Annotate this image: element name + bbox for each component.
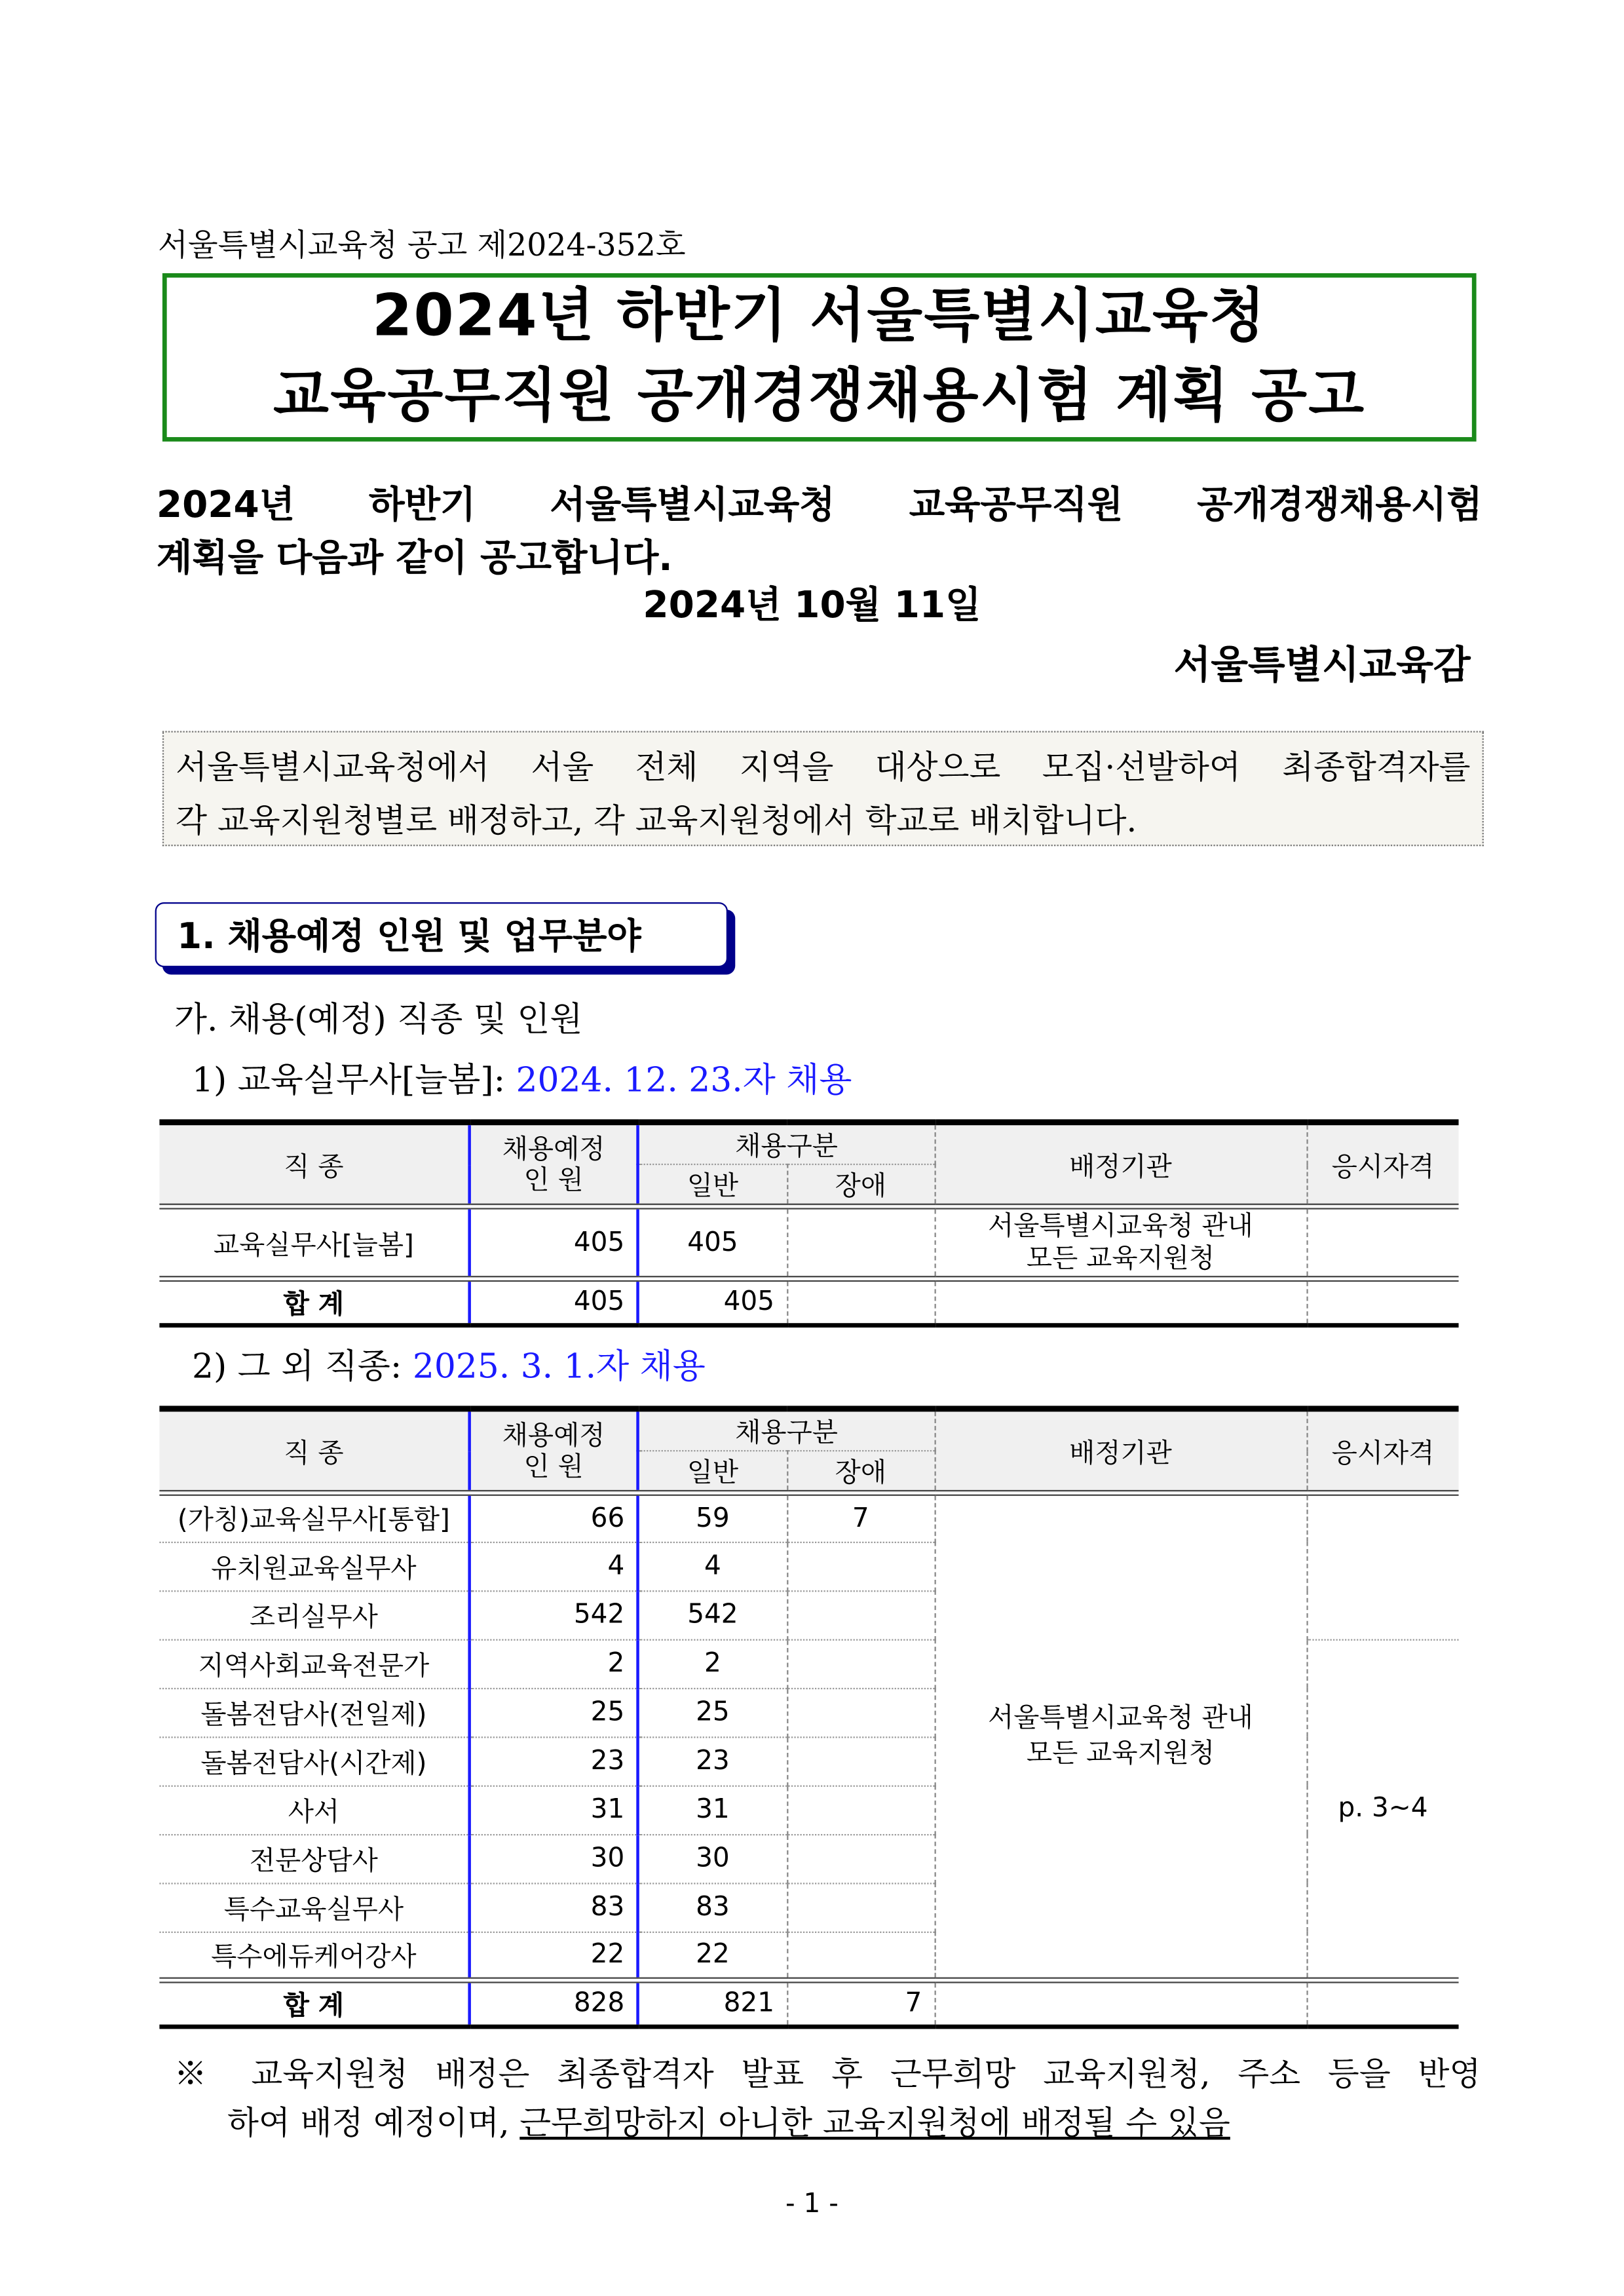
planned-cell: 31 [470, 1786, 638, 1834]
subsection-2 [192, 1339, 706, 1388]
sub1-date: 2024. 12. 23.자 채용 [516, 1062, 852, 1100]
general-cell: 2 [638, 1639, 787, 1687]
sub2-label: 2) 그 외 직종: [191, 1348, 413, 1387]
planned-cell: 4 [470, 1542, 638, 1590]
general-cell: 31 [638, 1786, 787, 1834]
page-number: - 1 - [785, 2188, 839, 2220]
table-row [159, 1493, 1458, 1541]
job-cell: 특수교육실무사 [159, 1883, 469, 1931]
planned-cell: 23 [470, 1736, 638, 1785]
general-cell: 59 [638, 1493, 787, 1541]
sub1-label: 1) 교육실무사[늘봄]: [191, 1062, 516, 1100]
hdr-qual: 응시자격 [1306, 1409, 1458, 1493]
job-cell: (가칭)교육실무사[통합] [159, 1493, 469, 1541]
hdr-category: 채용구분 [638, 1409, 935, 1451]
planned-cell: 30 [470, 1834, 638, 1883]
subsection-ga: 가. 채용(예정) 직종 및 인원 [174, 1001, 583, 1040]
qual-cell: p. 3~4 [1306, 1639, 1458, 1980]
subsection-1 [192, 1053, 852, 1101]
hdr-disabled: 장애 [787, 1164, 934, 1206]
title-box [162, 273, 1477, 442]
disabled-cell: 7 [787, 1493, 934, 1541]
disabled-cell [787, 1786, 934, 1834]
disabled-cell [787, 1590, 934, 1639]
job-cell: 조리실무사 [159, 1590, 469, 1639]
general-cell: 4 [638, 1542, 787, 1590]
job-cell: 지역사회교육전문가 [159, 1639, 469, 1687]
signer: 서울특별시교육감 [1173, 643, 1471, 689]
sub2-date: 2025. 3. 1.자 채용 [412, 1348, 706, 1387]
hdr-job: 직 종 [159, 1122, 469, 1206]
planned-cell: 66 [470, 1493, 638, 1541]
announcement-number: 서울특별시교육청 공고 제2024-352호 [158, 227, 686, 263]
disabled-cell [787, 1834, 934, 1883]
note: ※ 교육지원청 배정은 최종합격자 발표 후 근무희망 교육지원청, 주소 등을 반영 하여 배정 예정이며, 근무희망하지 아니한 교육지원청에 배정될 수 있음 [174, 2057, 1481, 2143]
disabled-cell [787, 1542, 934, 1590]
disabled-cell [787, 1932, 934, 1980]
qual-cell-empty [1306, 1493, 1458, 1639]
hdr-general: 일반 [638, 1451, 787, 1493]
announcement-date: 2024년 10월 11일 [643, 583, 981, 626]
lead-line-1: 2024년 하반기 서울특별시교육청 교육공무직원 공개경쟁채용시험 [156, 482, 1482, 526]
general-cell: 22 [638, 1932, 787, 1980]
job-cell: 특수에듀케어강사 [159, 1932, 469, 1980]
agency-cell: 서울특별시교육청 관내 모든 교육지원청 [935, 1206, 1307, 1278]
hdr-job: 직 종 [159, 1409, 469, 1493]
title-line-1: 2024년 하반기 서울특별시교육청 [372, 283, 1267, 351]
job-cell: 돌봄전담사(시간제) [159, 1736, 469, 1785]
table-other-jobs [159, 1406, 1458, 2028]
general-cell: 25 [638, 1688, 787, 1736]
general-cell: 23 [638, 1736, 787, 1785]
disabled-cell [787, 1736, 934, 1785]
disabled-cell [787, 1688, 934, 1736]
planned-cell: 83 [470, 1883, 638, 1931]
general-cell: 542 [638, 1590, 787, 1639]
general-cell: 30 [638, 1834, 787, 1883]
job-cell: 돌봄전담사(전일제) [159, 1688, 469, 1736]
job-cell: 전문상담사 [159, 1834, 469, 1883]
planned-cell: 25 [470, 1688, 638, 1736]
intro-line-1: 서울특별시교육청에서 서울 전체 지역을 대상으로 모집·선발하여 최종합격자를 [176, 750, 1471, 788]
section-heading-1: 1. 채용예정 인원 및 업무분야 [155, 902, 728, 967]
hdr-general: 일반 [638, 1164, 787, 1206]
hdr-agency: 배정기관 [935, 1122, 1307, 1206]
total-row: 합 계 405 405 [159, 1279, 1458, 1325]
hdr-planned: 채용예정 인 원 [470, 1409, 638, 1493]
disabled-cell [787, 1883, 934, 1931]
planned-cell: 542 [470, 1590, 638, 1639]
agency-cell: 서울특별시교육청 관내 모든 교육지원청 [935, 1493, 1307, 1980]
hdr-disabled: 장애 [787, 1451, 934, 1493]
job-cell: 유치원교육실무사 [159, 1542, 469, 1590]
job-cell: 사서 [159, 1786, 469, 1834]
intro-line-2: 각 교육지원청별로 배정하고, 각 교육지원청에서 학교로 배치합니다. [176, 803, 1137, 841]
hdr-category: 채용구분 [638, 1122, 935, 1164]
title-line-2: 교육공무직원 공개경쟁채용시험 계획 공고 [273, 363, 1366, 430]
hdr-qual: 응시자격 [1306, 1122, 1458, 1206]
intro-box [162, 731, 1484, 847]
disabled-cell [787, 1639, 934, 1687]
table-neulbom [159, 1119, 1458, 1327]
total-row: 합 계 828 821 7 [159, 1980, 1458, 2026]
table-row: 교육실무사[늘봄] 405 405 서울특별시교육청 관내 모든 교육지원청 [159, 1206, 1458, 1278]
lead-line-2: 계획을 다음과 같이 공고합니다. [156, 536, 673, 579]
planned-cell: 2 [470, 1639, 638, 1687]
hdr-agency: 배정기관 [935, 1409, 1307, 1493]
hdr-planned: 채용예정 인 원 [470, 1122, 638, 1206]
general-cell: 83 [638, 1883, 787, 1931]
planned-cell: 22 [470, 1932, 638, 1980]
